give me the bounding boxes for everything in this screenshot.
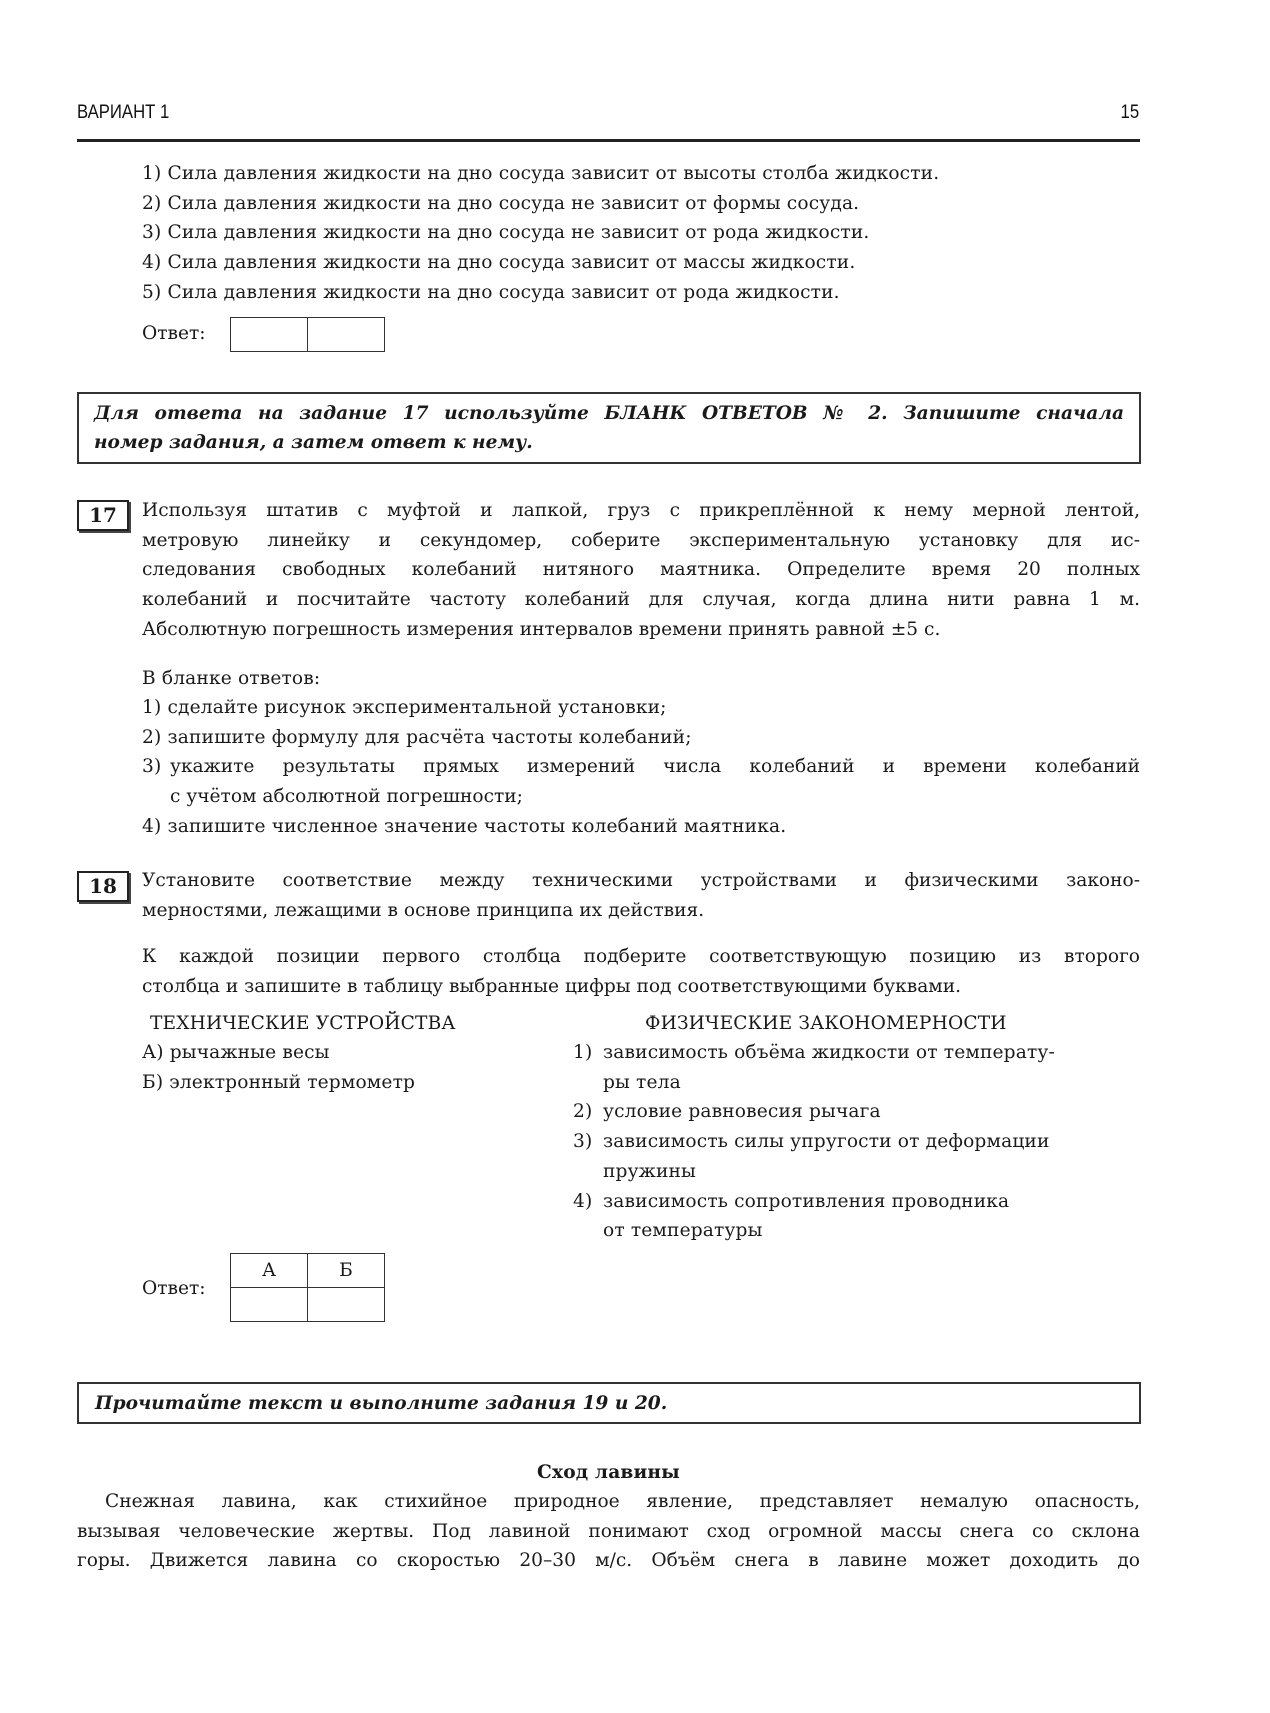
law-item-4: 4) зависимость сопротивления проводника от температуры xyxy=(573,1190,1010,1242)
reading-line-3: горы. Движется лавина со скоростью 20–30 м/с. Объём снега в лавине может доходить до xyxy=(77,1550,1140,1572)
task18-instruction-line-2: столбца и запишите в таблицу выбранные цифры под соответствующими буквами. xyxy=(142,975,962,997)
task18-line-1: Установите соответствие между техническими устройствами и физическими законо- xyxy=(142,870,1140,891)
reading-line-2: вызывая человеческие жертвы. Под лавиной понимают сход огромной массы снега со склона xyxy=(77,1520,1140,1542)
task-number-badge-17: 17 xyxy=(77,500,129,531)
task17-line-4: колебаний и посчитайте частоту колебаний для случая, когда длина нити равна 1 м. xyxy=(142,589,1140,611)
variant-label: ВАРИАНТ 1 xyxy=(77,102,170,123)
task16-option-1: 1) Сила давления жидкости на дно сосуда зависит от высоты столба жидкости. xyxy=(142,163,940,184)
task16-answer-cell-1[interactable] xyxy=(231,318,308,351)
devices-column-header: ТЕХНИЧЕСКИЕ УСТРОЙСТВА xyxy=(150,1013,456,1034)
instruction-17-line-1: Для ответа на задание 17 используйте БЛАНК ОТВЕТОВ № 2. Запишите сначала xyxy=(94,403,1124,424)
answer-header-b: Б xyxy=(308,1254,385,1288)
task17-statement xyxy=(142,496,1140,644)
instruction-box-19 xyxy=(77,1382,1141,1424)
task16-option-4: 4) Сила давления жидкости на дно сосуда зависит от массы жидкости. xyxy=(142,252,856,274)
laws-list xyxy=(573,1038,1133,1246)
task18-statement xyxy=(142,866,1140,925)
task18-instruction-line-1: К каждой позиции первого столбца подберите соответствующую позицию из второго xyxy=(142,946,1140,967)
task17-step-4: 4) запишите численное значение частоты колебаний маятника. xyxy=(142,815,787,837)
task17-line-1: Используя штатив с муфтой и лапкой, груз с прикреплённой к нему мерной лентой, xyxy=(142,500,1140,521)
task18-instruction xyxy=(142,942,1140,1001)
task16-option-3: 3) Сила давления жидкости на дно сосуда не зависит от рода жидкости. xyxy=(142,222,870,244)
task17-line-2: метровую линейку и секундомер, соберите экспериментальную установку для ис- xyxy=(142,529,1140,551)
task17-step-3: 3) укажите результаты прямых измерений числа колебаний и времени колебаний с учётом абсолютной погрешности; xyxy=(142,756,1140,808)
task16-option-2: 2) Сила давления жидкости на дно сосуда не зависит от формы сосуда. xyxy=(142,192,860,214)
answer-header-a: А xyxy=(231,1254,308,1288)
law-item-3: 3) зависимость силы упругости от деформации пружины xyxy=(573,1131,1050,1182)
law-item-2: 2) условие равновесия рычага xyxy=(573,1101,881,1123)
task16-option-5: 5) Сила давления жидкости на дно сосуда зависит от рода жидкости. xyxy=(142,281,840,303)
task18-answer-label: Ответ: xyxy=(142,1278,206,1299)
reading-paragraph xyxy=(77,1487,1140,1576)
task16-answer-box xyxy=(230,317,385,352)
devices-list xyxy=(142,1038,415,1097)
answer-cell-a[interactable] xyxy=(231,1288,308,1322)
instruction-19-text: Прочитайте текст и выполните задания 19 и 20. xyxy=(95,1393,668,1414)
header-rule xyxy=(77,139,1140,142)
task18-answer-table xyxy=(230,1253,385,1322)
task17-line-5: Абсолютную погрешность измерения интервалов времени принять равной ±5 с. xyxy=(142,618,941,640)
task17-step-1: 1) сделайте рисунок экспериментальной установки; xyxy=(142,697,667,718)
reading-line-1: Снежная лавина, как стихийное природное явление, представляет немалую опасность, xyxy=(105,1491,1140,1512)
task16-answer-label: Ответ: xyxy=(142,323,206,344)
law-item-1: 1) зависимость объёма жидкости от температу- ры тела xyxy=(573,1042,1055,1093)
task-number-badge-18: 18 xyxy=(77,871,129,902)
device-item-b: Б) электронный термометр xyxy=(142,1071,416,1093)
answer-cell-b[interactable] xyxy=(308,1288,385,1322)
laws-column-header: ФИЗИЧЕСКИЕ ЗАКОНОМЕРНОСТИ xyxy=(645,1013,1007,1034)
task17-form-intro: В бланке ответов: xyxy=(142,668,321,689)
task18-line-2: мерностями, лежащими в основе принципа их действия. xyxy=(142,899,705,921)
task17-steps xyxy=(142,693,1140,841)
task17-step-2: 2) запишите формулу для расчёта частоты колебаний; xyxy=(142,726,692,748)
reading-title: Сход лавины xyxy=(537,1462,680,1483)
instruction-box-17 xyxy=(77,392,1141,464)
task16-answer-cell-2[interactable] xyxy=(308,318,384,351)
task17-line-3: следования свободных колебаний нитяного маятника. Определите время 20 полных xyxy=(142,559,1140,581)
instruction-17-line-2: номер задания, а затем ответ к нему. xyxy=(94,431,533,453)
task16-options xyxy=(142,159,1142,308)
page-number: 15 xyxy=(1120,102,1139,123)
device-item-a: А) рычажные весы xyxy=(142,1042,330,1063)
